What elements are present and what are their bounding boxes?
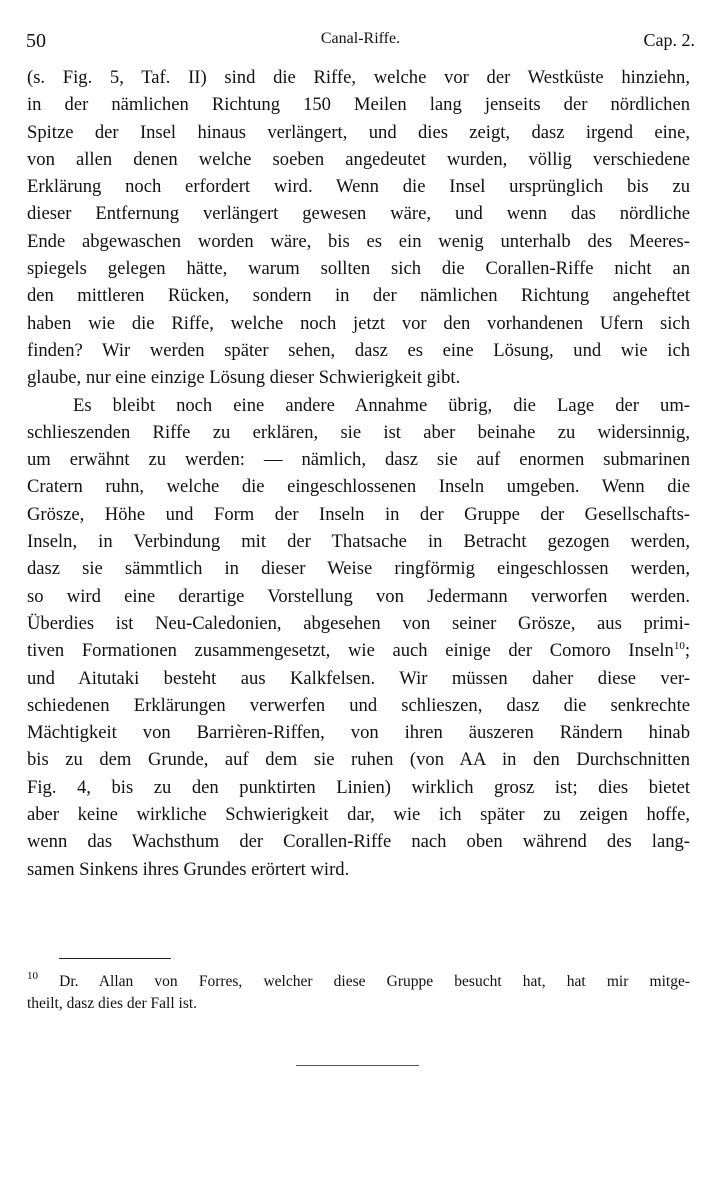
- text-line: schiedenen Erklärungen verwerfen und schlieszen, dasz die senkrechte: [27, 694, 690, 716]
- text-line: schlieszenden Riffe zu erklären, sie ist aber beinahe zu widersinnig,: [27, 421, 690, 443]
- text-line: aber keine wirkliche Schwierigkeit dar, wie ich später zu zeigen hoffe,: [27, 804, 690, 826]
- text-line: samen Sinkens ihres Grundes erörtert wird.: [27, 858, 350, 880]
- text-line: dasz sie sämmtlich in dieser Weise ringförmig eingeschlossen werden,: [27, 558, 690, 580]
- text-line-part: ;: [684, 640, 690, 662]
- footnote-rule: [59, 958, 171, 959]
- text-line: spiegels gelegen hätte, warum sollten sich die Corallen-Riffe nicht an: [27, 258, 690, 280]
- footnote-line: [27, 971, 690, 993]
- text-line: (s. Fig. 5, Taf. II) sind die Riffe, welche vor der Westküste hinziehn,: [27, 67, 690, 88]
- end-rule: [296, 1065, 419, 1066]
- text-line: und Aitutaki besteht aus Kalkfelsen. Wir müssen daher diese ver-: [27, 667, 690, 689]
- footnote-text: Dr. Allan von Forres, welcher diese Gruppe besucht hat, hat mir mitge-: [59, 973, 690, 990]
- text-line: haben wie die Riffe, welche noch jetzt vor den vorhandenen Ufern sich: [27, 312, 690, 334]
- footnote-line: [27, 993, 690, 1015]
- footnote-reference: 10: [673, 640, 685, 653]
- body-text: [27, 64, 690, 883]
- text-line: finden? Wir werden später sehen, dasz es eine Lösung, und wie ich: [27, 339, 690, 361]
- paragraph-1: [27, 64, 690, 392]
- chapter-label: Cap. 2.: [643, 30, 695, 50]
- text-line: Cratern ruhn, welche die eingeschlossenen Inseln umgeben. Wenn die: [27, 476, 690, 498]
- text-line: den mittleren Rücken, sondern in der nämlichen Richtung angeheftet: [27, 285, 690, 307]
- text-line: Ende abgewaschen worden wäre, bis es ein wenig unterhalb des Meeres-: [27, 230, 690, 252]
- text-line: Spitze der Insel hinaus verlängert, und dies zeigt, dasz irgend eine,: [27, 121, 690, 143]
- page-header: [26, 30, 695, 58]
- text-line: Grösze, Höhe und Form der Inseln in der Gruppe der Gesellschafts-: [27, 503, 690, 525]
- text-line: in der nämlichen Richtung 150 Meilen lang jenseits der nördlichen: [27, 94, 690, 116]
- text-line-part: tiven Formationen zusammengesetzt, wie auch einige der Comoro Inseln: [27, 640, 674, 662]
- text-line: bis zu dem Grunde, auf dem sie ruhen (von AA in den Durchschnitten: [27, 749, 690, 771]
- text-line: von allen denen welche soeben angedeutet wurden, völlig verschiedene: [27, 148, 690, 170]
- text-line: Es bleibt noch eine andere Annahme übrig, die Lage der um-: [73, 394, 690, 416]
- text-line: [27, 637, 690, 664]
- footnote: [27, 971, 690, 1015]
- footnote-marker: 10: [27, 970, 38, 982]
- text-line: Mächtigkeit von Barrièren-Riffen, von ihren äuszeren Rändern hinab: [27, 722, 690, 744]
- text-line: glaube, nur eine einzige Lösung dieser Schwierigkeit gibt.: [27, 367, 461, 389]
- page-number: 50: [26, 30, 46, 52]
- text-line: Fig. 4, bis zu den punktirten Linien) wirklich grosz ist; dies bietet: [27, 776, 690, 798]
- running-title: Canal-Riffe.: [320, 30, 401, 47]
- text-line: so wird eine derartige Vorstellung von Jedermann verworfen werden.: [27, 585, 690, 607]
- text-line: um erwähnt zu werden: — nämlich, dasz sie auf enormen submarinen: [27, 449, 690, 471]
- text-line: Erklärung noch erfordert wird. Wenn die Insel ursprünglich bis zu: [27, 176, 690, 198]
- text-line: Überdies ist Neu-Caledonien, abgesehen von seiner Grösze, aus primi-: [27, 612, 690, 634]
- footnote-text: theilt, dasz dies der Fall ist.: [27, 995, 198, 1012]
- text-line: dieser Entfernung verlängert gewesen wäre, und wenn das nördliche: [27, 203, 690, 225]
- text-line: Inseln, in Verbindung mit der Thatsache in Betracht gezogen werden,: [27, 531, 690, 553]
- text-line: wenn das Wachsthum der Corallen-Riffe nach oben während des lang-: [27, 831, 690, 853]
- paragraph-2: [27, 392, 690, 883]
